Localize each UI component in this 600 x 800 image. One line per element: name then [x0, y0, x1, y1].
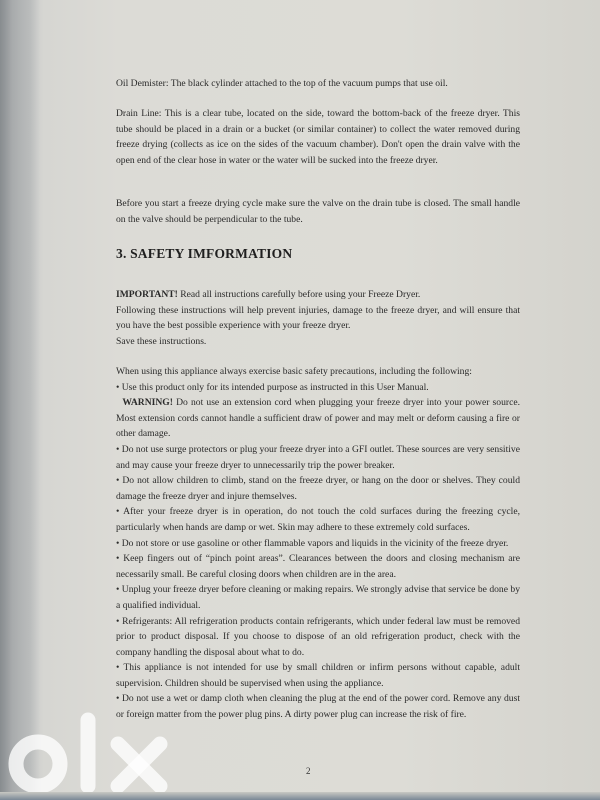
important-line-2: Following these instructions will help prevent injuries, damage to the freeze dryer, and will ensure that you have the best possible experience with your freeze dryer.: [116, 304, 520, 332]
oil-demister-text: Oil Demister: The black cylinder attached to the top of the vacuum pumps that use oil.: [116, 78, 448, 89]
precautions-list: [116, 364, 520, 723]
important-line-1: [116, 287, 520, 303]
drain-line-text: Drain Line: This is a clear tube, located on the side, toward the bottom-back of the freeze dryer. This tube should be placed in a drain or a bucket (or similar container) to collect the water removed during freeze drying (collects as ice on the sides of the vacuum chamber). Don't open the drain valve with the open end of the clear hose in water or the water will be sucked into the freeze dryer.: [116, 108, 520, 166]
list-item: • Unplug your freeze dryer before cleaning or making repairs. We strongly advise that service be done by a qualified individual.: [116, 584, 520, 611]
list-item: • Do not allow children to climb, stand on the freeze dryer, or hang on the door or shelves. They could damage the freeze dryer and injure themselves.: [116, 475, 520, 502]
warning-item: [116, 395, 520, 442]
list-item: • This appliance is not intended for use by small children or infirm persons without capable, adult supervision. Children should be supervised when using the appliance.: [116, 662, 520, 689]
list-item: • Refrigerants: All refrigeration products contain refrigerants, which under federal law must be removed prior to product disposal. If you choose to dispose of an old refrigeration product, check with the company handling the disposal about what to do.: [116, 615, 520, 658]
warning-label: WARNING!: [122, 397, 173, 409]
olx-watermark-logo: [4, 706, 184, 800]
important-paragraph: [116, 287, 520, 349]
precautions-intro: When using this appliance always exercise basic safety precautions, including the following:: [116, 366, 472, 377]
list-item: • Do not store or use gasoline or other flammable vapors and liquids in the vicinity of the freeze dryer.: [116, 537, 509, 549]
before-cycle-paragraph: [116, 196, 520, 227]
list-item: • Do not use a wet or damp cloth when cleaning the plug at the end of the power cord. Remove any dust or foreign matter from the power plug pins. A dirty power plug can increase the risk of fire.: [116, 693, 520, 721]
drain-line-paragraph: [116, 106, 520, 168]
warning-text: Do not use an extension cord when plugging your freeze dryer into your power source. Most extension cords cannot handle a sufficient draw of power and may melt or deform causing a fire or other damage.: [116, 397, 520, 440]
watermark-o-shape: [16, 742, 60, 786]
list-item: • Keep fingers out of “pinch point areas”. Clearances between the doors and closing mechanism are necessarily small. Be careful closing doors when children are in the area.: [116, 553, 520, 580]
oil-demister-paragraph: [116, 76, 520, 92]
section-heading: 3. SAFETY IMFORMATION: [116, 246, 293, 261]
page-number: 2: [306, 766, 311, 776]
important-text: Read all instructions carefully before using your Freeze Dryer.: [177, 289, 421, 300]
important-label: IMPORTANT!: [116, 289, 178, 300]
bottom-edge: [0, 792, 600, 800]
list-item: • Do not use surge protectors or plug your freeze dryer into a GFI outlet. These sources are very sensitive and may cause your freeze dryer to unnecessarily trip the power breaker.: [116, 443, 520, 471]
important-line-3: Save these instructions.: [116, 335, 207, 347]
list-item: • After your freeze dryer is in operation, do not touch the cold surfaces during the freezing cycle, particularly when hands are damp or wet. Skin may adhere to these extremely cold surfaces.: [116, 506, 520, 533]
list-item: • Use this product only for its intended purpose as instructed in this User Manual.: [116, 381, 429, 393]
before-cycle-text: Before you start a freeze drying cycle make sure the valve on the drain tube is closed. The small handle on the valve should be perpendicular to the tube.: [116, 198, 520, 225]
